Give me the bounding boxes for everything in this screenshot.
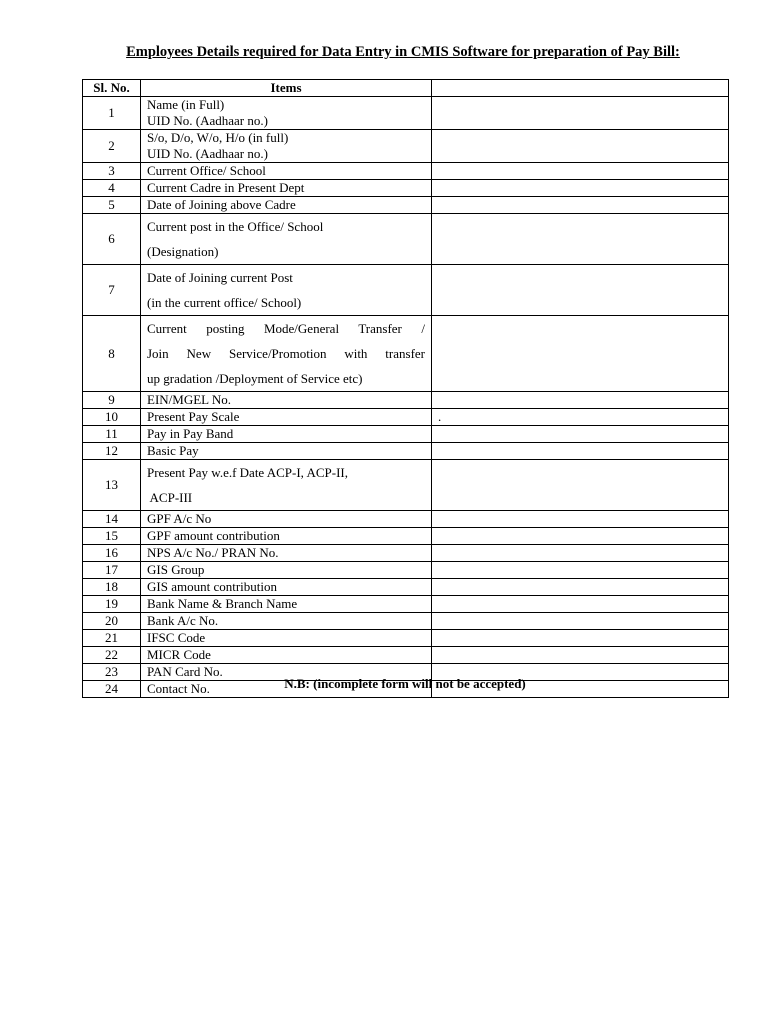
table-row	[83, 596, 729, 613]
item-line: Current Cadre in Present Dept	[147, 180, 305, 195]
table-row	[83, 130, 729, 163]
item-line: GPF amount contribution	[147, 528, 280, 543]
row-number: 7	[83, 265, 141, 316]
item-line: Bank Name & Branch Name	[147, 596, 298, 611]
row-number: 16	[83, 545, 141, 562]
table-row	[83, 511, 729, 528]
row-number: 2	[83, 130, 141, 163]
row-number: 3	[83, 163, 141, 180]
row-number: 23	[83, 664, 141, 681]
item-line: Date of Joining current Post	[147, 270, 293, 285]
header-value	[432, 80, 729, 97]
row-number: 15	[83, 528, 141, 545]
row-item	[141, 130, 432, 163]
header-sl-no: Sl. No.	[83, 80, 141, 97]
row-number: 20	[83, 613, 141, 630]
document-title: Employees Details required for Data Entry in CMIS Software for preparation of Pay Bill:	[126, 44, 680, 60]
table-header-row	[83, 80, 729, 97]
row-item	[141, 163, 432, 180]
row-item	[141, 647, 432, 664]
row-number: 4	[83, 180, 141, 197]
item-line: NPS A/c No./ PRAN No.	[147, 545, 279, 560]
value-field[interactable]	[432, 265, 729, 316]
table-row	[83, 180, 729, 197]
row-number: 18	[83, 579, 141, 596]
table-body	[83, 97, 729, 698]
item-line: UID No. (Aadhaar no.)	[147, 113, 268, 128]
value-field[interactable]	[432, 392, 729, 409]
row-number: 12	[83, 443, 141, 460]
row-number: 19	[83, 596, 141, 613]
row-item	[141, 562, 432, 579]
item-line: Contact No.	[147, 681, 210, 696]
item-line: ACP-III	[147, 490, 193, 505]
value-field[interactable]	[432, 197, 729, 214]
item-line: Name (in Full)	[147, 97, 225, 112]
row-item	[141, 596, 432, 613]
table-row	[83, 647, 729, 664]
item-line: Pay in Pay Band	[147, 426, 234, 441]
table-row	[83, 197, 729, 214]
value-field[interactable]	[432, 180, 729, 197]
row-item	[141, 443, 432, 460]
row-item	[141, 97, 432, 130]
table-row	[83, 316, 729, 392]
item-line: Current posting Mode/General Transfer /	[147, 321, 425, 336]
value-field[interactable]	[432, 528, 729, 545]
table-row	[83, 214, 729, 265]
row-number: 13	[83, 460, 141, 511]
row-number: 10	[83, 409, 141, 426]
item-line: Current Office/ School	[147, 163, 266, 178]
row-item	[141, 630, 432, 647]
item-line: MICR Code	[147, 647, 211, 662]
value-field[interactable]	[432, 630, 729, 647]
row-item	[141, 392, 432, 409]
table-row	[83, 613, 729, 630]
value-field[interactable]	[432, 562, 729, 579]
row-number: 8	[83, 316, 141, 392]
value-field[interactable]	[432, 163, 729, 180]
item-line: UID No. (Aadhaar no.)	[147, 146, 268, 161]
row-number: 22	[83, 647, 141, 664]
table-row	[83, 562, 729, 579]
table-row	[83, 163, 729, 180]
table-row	[83, 409, 729, 426]
value-field[interactable]	[432, 613, 729, 630]
value-field[interactable]	[432, 545, 729, 562]
item-line: Current post in the Office/ School	[147, 219, 324, 234]
table-row	[83, 392, 729, 409]
table-row	[83, 579, 729, 596]
item-line: Bank A/c No.	[147, 613, 219, 628]
row-item	[141, 528, 432, 545]
table-row	[83, 443, 729, 460]
row-item	[141, 180, 432, 197]
row-item	[141, 214, 432, 265]
row-item	[141, 197, 432, 214]
employee-details-table	[82, 79, 729, 698]
item-line: GIS Group	[147, 562, 205, 577]
value-field[interactable]	[432, 443, 729, 460]
table-row	[83, 545, 729, 562]
value-field[interactable]	[432, 130, 729, 163]
item-line: Present Pay w.e.f Date ACP-I, ACP-II,	[147, 465, 348, 480]
value-field[interactable]	[432, 579, 729, 596]
footnote: N.B: (incomplete form will not be accepted)	[284, 676, 526, 691]
item-line: Basic Pay	[147, 443, 199, 458]
row-item	[141, 409, 432, 426]
item-line: Date of Joining above Cadre	[147, 197, 296, 212]
value-field[interactable]: .	[432, 409, 729, 426]
item-line: GIS amount contribution	[147, 579, 277, 594]
row-number: 1	[83, 97, 141, 130]
row-number: 14	[83, 511, 141, 528]
row-item	[141, 316, 432, 392]
item-line: EIN/MGEL No.	[147, 392, 232, 407]
item-line: S/o, D/o, W/o, H/o (in full)	[147, 130, 289, 145]
table-row	[83, 630, 729, 647]
row-item	[141, 545, 432, 562]
header-items: Items	[141, 80, 432, 97]
row-number: 17	[83, 562, 141, 579]
row-item	[141, 511, 432, 528]
item-line: Present Pay Scale	[147, 409, 240, 424]
row-item	[141, 579, 432, 596]
value-field[interactable]	[432, 511, 729, 528]
row-item	[141, 613, 432, 630]
value-field[interactable]	[432, 596, 729, 613]
item-line: GPF A/c No	[147, 511, 212, 526]
item-line: Join New Service/Promotion with transfer	[147, 346, 425, 361]
value-field[interactable]	[432, 647, 729, 664]
value-field[interactable]	[432, 316, 729, 392]
item-line: PAN Card No.	[147, 664, 223, 679]
value-field[interactable]	[432, 460, 729, 511]
table-row	[83, 265, 729, 316]
row-item	[141, 460, 432, 511]
item-line: IFSC Code	[147, 630, 206, 645]
value-field[interactable]	[432, 426, 729, 443]
row-number: 9	[83, 392, 141, 409]
row-number: 6	[83, 214, 141, 265]
table-row	[83, 460, 729, 511]
row-number: 21	[83, 630, 141, 647]
table-row	[83, 426, 729, 443]
table-row	[83, 97, 729, 130]
row-number: 5	[83, 197, 141, 214]
row-item	[141, 426, 432, 443]
item-line: (in the current office/ School)	[147, 295, 302, 310]
item-line: (Designation)	[147, 244, 219, 259]
row-number: 11	[83, 426, 141, 443]
table-row	[83, 528, 729, 545]
row-item	[141, 265, 432, 316]
value-field[interactable]	[432, 214, 729, 265]
item-line: up gradation /Deployment of Service etc)	[147, 371, 363, 386]
row-number: 24	[83, 681, 141, 698]
value-field[interactable]	[432, 97, 729, 130]
